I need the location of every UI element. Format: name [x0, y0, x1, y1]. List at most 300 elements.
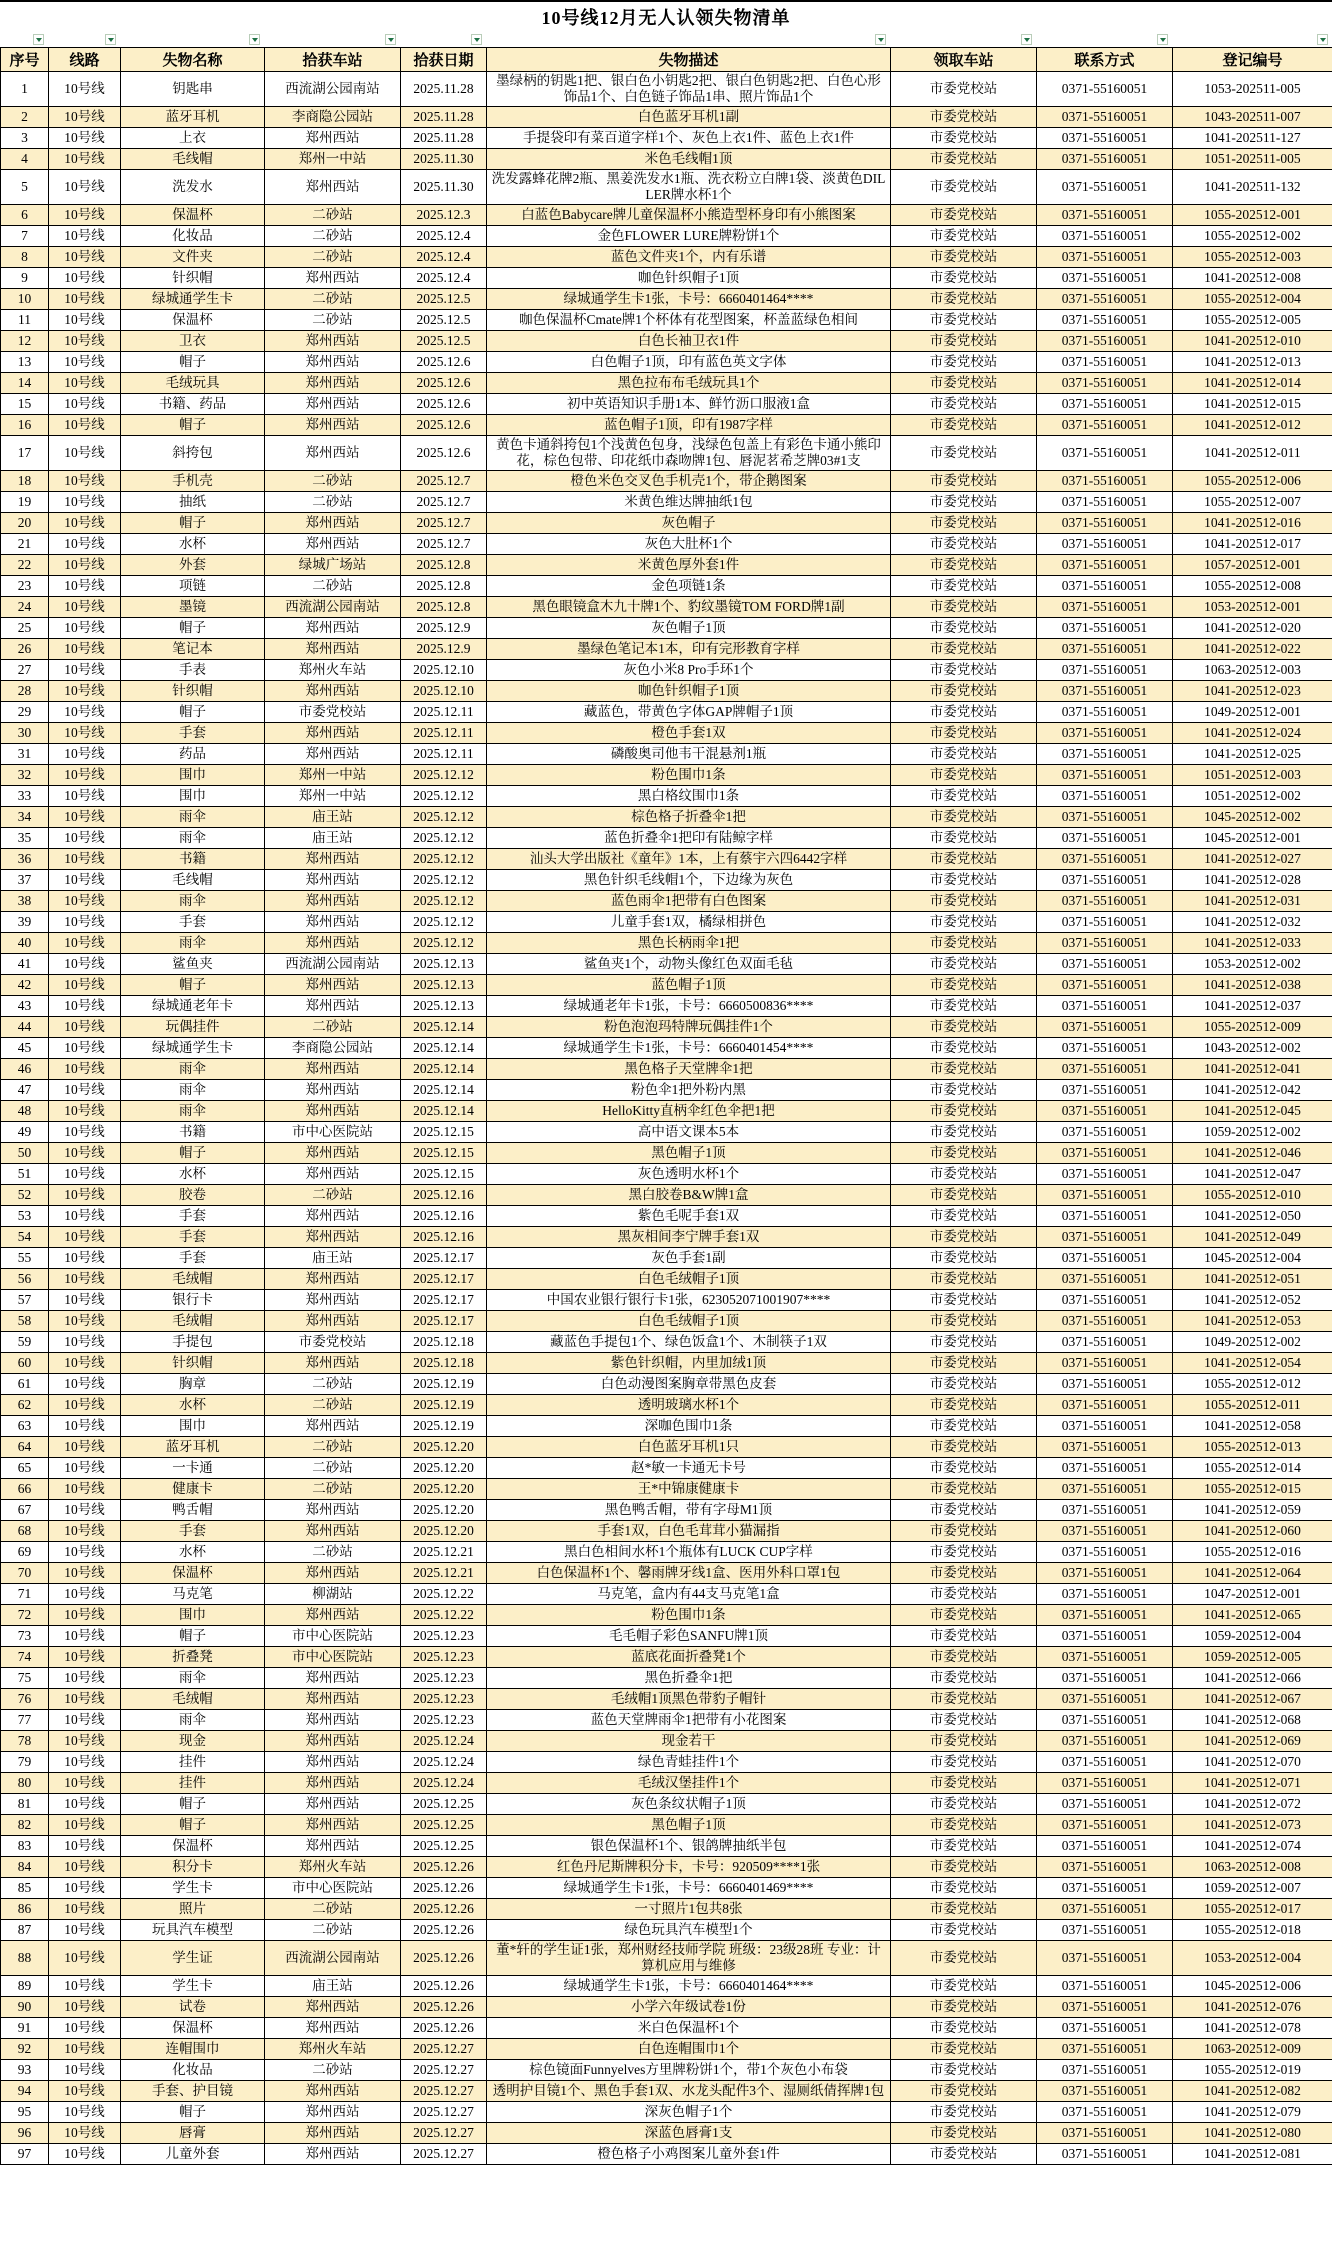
- cell-contact: 0371-55160051: [1037, 2060, 1173, 2081]
- cell-found-date: 2025.12.14: [401, 1038, 487, 1059]
- cell-found-station: 郑州西站: [265, 975, 401, 996]
- cell-no: 33: [1, 786, 49, 807]
- table-row: [1, 1899, 1332, 1920]
- cell-no: 64: [1, 1437, 49, 1458]
- cell-contact: 0371-55160051: [1037, 765, 1173, 786]
- cell-item-name: 蓝牙耳机: [121, 1437, 265, 1458]
- cell-reg-no: 1045-202512-002: [1173, 807, 1332, 828]
- col-header-pickup-station: 领取车站: [891, 48, 1037, 72]
- cell-line: 10号线: [49, 128, 121, 149]
- cell-line: 10号线: [49, 394, 121, 415]
- cell-found-station: 郑州西站: [265, 1668, 401, 1689]
- cell-description: 粉色泡泡玛特牌玩偶挂件1个: [487, 1017, 891, 1038]
- cell-found-date: 2025.12.12: [401, 933, 487, 954]
- cell-found-date: 2025.12.11: [401, 723, 487, 744]
- cell-found-station: 郑州西站: [265, 331, 401, 352]
- cell-reg-no: 1041-202512-025: [1173, 744, 1332, 765]
- cell-description: 灰色条纹状帽子1顶: [487, 1794, 891, 1815]
- cell-no: 85: [1, 1878, 49, 1899]
- cell-line: 10号线: [49, 2123, 121, 2144]
- cell-found-date: 2025.12.24: [401, 1752, 487, 1773]
- cell-found-station: 郑州西站: [265, 618, 401, 639]
- cell-no: 62: [1, 1395, 49, 1416]
- cell-description: 米黄色厚外套1件: [487, 555, 891, 576]
- cell-no: 91: [1, 2018, 49, 2039]
- filter-dropdown-description[interactable]: [875, 34, 886, 45]
- filter-cell-contact: [1036, 32, 1172, 47]
- table-row: [1, 1290, 1332, 1311]
- cell-no: 73: [1, 1626, 49, 1647]
- cell-no: 17: [1, 436, 49, 471]
- cell-reg-no: 1041-202512-024: [1173, 723, 1332, 744]
- cell-item-name: 化妆品: [121, 2060, 265, 2081]
- cell-pickup-station: 市委党校站: [891, 1206, 1037, 1227]
- cell-found-date: 2025.12.20: [401, 1500, 487, 1521]
- table-row: [1, 1458, 1332, 1479]
- cell-reg-no: 1041-202512-020: [1173, 618, 1332, 639]
- cell-found-date: 2025.12.20: [401, 1458, 487, 1479]
- cell-no: 44: [1, 1017, 49, 1038]
- table-row: [1, 1269, 1332, 1290]
- cell-line: 10号线: [49, 1773, 121, 1794]
- cell-item-name: 玩偶挂件: [121, 1017, 265, 1038]
- cell-line: 10号线: [49, 912, 121, 933]
- table-row: [1, 1941, 1332, 1976]
- cell-description: 粉色围巾1条: [487, 765, 891, 786]
- filter-dropdown-reg-no[interactable]: [1317, 34, 1328, 45]
- cell-found-station: 郑州西站: [265, 1416, 401, 1437]
- cell-pickup-station: 市委党校站: [891, 226, 1037, 247]
- filter-dropdown-contact[interactable]: [1157, 34, 1168, 45]
- cell-contact: 0371-55160051: [1037, 1437, 1173, 1458]
- cell-contact: 0371-55160051: [1037, 1794, 1173, 1815]
- cell-found-station: 二砂站: [265, 2060, 401, 2081]
- table-row: [1, 1794, 1332, 1815]
- dropdown-arrow-icon: [1024, 38, 1030, 42]
- cell-contact: 0371-55160051: [1037, 1521, 1173, 1542]
- cell-item-name: 帽子: [121, 352, 265, 373]
- cell-found-station: 郑州西站: [265, 681, 401, 702]
- cell-line: 10号线: [49, 618, 121, 639]
- cell-no: 61: [1, 1374, 49, 1395]
- cell-item-name: 笔记本: [121, 639, 265, 660]
- table-row: [1, 1227, 1332, 1248]
- cell-found-date: 2025.12.11: [401, 702, 487, 723]
- cell-contact: 0371-55160051: [1037, 1689, 1173, 1710]
- cell-line: 10号线: [49, 1206, 121, 1227]
- cell-pickup-station: 市委党校站: [891, 1227, 1037, 1248]
- cell-description: 手提袋印有菜百道字样1个、灰色上衣1件、蓝色上衣1件: [487, 128, 891, 149]
- cell-item-name: 帽子: [121, 702, 265, 723]
- cell-contact: 0371-55160051: [1037, 2144, 1173, 2165]
- filter-cell-no: [0, 32, 48, 47]
- filter-dropdown-pickup-station[interactable]: [1021, 34, 1032, 45]
- cell-description: 现金若干: [487, 1731, 891, 1752]
- cell-no: 37: [1, 870, 49, 891]
- cell-description: 墨绿柄的钥匙1把、银白色小钥匙2把、银白色钥匙2把、白色心形饰品1个、白色链子饰品1串、照片饰品1个: [487, 72, 891, 107]
- cell-found-station: 郑州西站: [265, 268, 401, 289]
- cell-line: 10号线: [49, 1479, 121, 1500]
- cell-found-station: 二砂站: [265, 492, 401, 513]
- cell-description: 粉色伞1把外粉内黑: [487, 1080, 891, 1101]
- cell-found-station: 郑州西站: [265, 373, 401, 394]
- cell-found-station: 二砂站: [265, 1437, 401, 1458]
- cell-found-station: 二砂站: [265, 471, 401, 492]
- cell-reg-no: 1055-202512-013: [1173, 1437, 1332, 1458]
- cell-reg-no: 1053-202512-001: [1173, 597, 1332, 618]
- cell-no: 28: [1, 681, 49, 702]
- cell-found-station: 二砂站: [265, 1899, 401, 1920]
- cell-item-name: 保温杯: [121, 205, 265, 226]
- cell-item-name: 挂件: [121, 1752, 265, 1773]
- cell-line: 10号线: [49, 205, 121, 226]
- table-row: [1, 373, 1332, 394]
- cell-found-date: 2025.12.5: [401, 310, 487, 331]
- cell-item-name: 学生证: [121, 1941, 265, 1976]
- table-row: [1, 1437, 1332, 1458]
- cell-pickup-station: 市委党校站: [891, 1878, 1037, 1899]
- cell-contact: 0371-55160051: [1037, 1143, 1173, 1164]
- cell-found-date: 2025.12.26: [401, 1976, 487, 1997]
- cell-reg-no: 1041-202512-023: [1173, 681, 1332, 702]
- cell-pickup-station: 市委党校站: [891, 471, 1037, 492]
- cell-line: 10号线: [49, 1353, 121, 1374]
- cell-contact: 0371-55160051: [1037, 310, 1173, 331]
- cell-line: 10号线: [49, 1899, 121, 1920]
- cell-found-date: 2025.12.11: [401, 744, 487, 765]
- cell-reg-no: 1055-202512-014: [1173, 1458, 1332, 1479]
- cell-description: 黑灰相间李宁牌手套1双: [487, 1227, 891, 1248]
- cell-pickup-station: 市委党校站: [891, 1101, 1037, 1122]
- table-row: [1, 828, 1332, 849]
- cell-found-date: 2025.11.28: [401, 107, 487, 128]
- cell-line: 10号线: [49, 1836, 121, 1857]
- cell-no: 52: [1, 1185, 49, 1206]
- cell-contact: 0371-55160051: [1037, 1185, 1173, 1206]
- cell-description: 墨绿色笔记本1本，印有完形教育字样: [487, 639, 891, 660]
- table-row: [1, 1731, 1332, 1752]
- cell-found-date: 2025.12.23: [401, 1668, 487, 1689]
- cell-line: 10号线: [49, 597, 121, 618]
- cell-description: 洗发露蜂花牌2瓶、黑姜洗发水1瓶、洗衣粉立白牌1袋、淡黄色DILLER牌水杯1个: [487, 170, 891, 205]
- cell-reg-no: 1059-202512-004: [1173, 1626, 1332, 1647]
- cell-reg-no: 1041-202512-049: [1173, 1227, 1332, 1248]
- cell-line: 10号线: [49, 1976, 121, 1997]
- cell-pickup-station: 市委党校站: [891, 807, 1037, 828]
- cell-reg-no: 1041-202512-022: [1173, 639, 1332, 660]
- table-row: [1, 975, 1332, 996]
- cell-no: 74: [1, 1647, 49, 1668]
- cell-description: 灰色小米8 Pro手环1个: [487, 660, 891, 681]
- cell-item-name: 雨伞: [121, 807, 265, 828]
- cell-item-name: 银行卡: [121, 1290, 265, 1311]
- cell-line: 10号线: [49, 1941, 121, 1976]
- cell-found-station: 二砂站: [265, 1185, 401, 1206]
- cell-pickup-station: 市委党校站: [891, 1794, 1037, 1815]
- cell-line: 10号线: [49, 576, 121, 597]
- cell-no: 60: [1, 1353, 49, 1374]
- table-row: [1, 1710, 1332, 1731]
- table-row: [1, 1689, 1332, 1710]
- cell-reg-no: 1041-202512-013: [1173, 352, 1332, 373]
- cell-item-name: 项链: [121, 576, 265, 597]
- table-row: [1, 1080, 1332, 1101]
- cell-item-name: 手套: [121, 912, 265, 933]
- cell-item-name: 绿城通学生卡: [121, 289, 265, 310]
- table-row: [1, 1976, 1332, 1997]
- cell-reg-no: 1041-202512-068: [1173, 1710, 1332, 1731]
- cell-item-name: 绿城通老年卡: [121, 996, 265, 1017]
- cell-no: 4: [1, 149, 49, 170]
- cell-item-name: 书籍、药品: [121, 394, 265, 415]
- cell-found-station: 郑州西站: [265, 1563, 401, 1584]
- cell-no: 13: [1, 352, 49, 373]
- cell-found-station: 绿城广场站: [265, 555, 401, 576]
- table-row: [1, 1395, 1332, 1416]
- cell-contact: 0371-55160051: [1037, 1668, 1173, 1689]
- cell-found-date: 2025.12.24: [401, 1773, 487, 1794]
- cell-found-station: 庙王站: [265, 1976, 401, 1997]
- cell-contact: 0371-55160051: [1037, 576, 1173, 597]
- cell-found-station: 郑州西站: [265, 352, 401, 373]
- cell-line: 10号线: [49, 1647, 121, 1668]
- cell-reg-no: 1055-202512-016: [1173, 1542, 1332, 1563]
- cell-item-name: 帽子: [121, 975, 265, 996]
- filter-dropdown-line[interactable]: [105, 34, 116, 45]
- cell-line: 10号线: [49, 1458, 121, 1479]
- cell-found-date: 2025.12.7: [401, 534, 487, 555]
- cell-no: 6: [1, 205, 49, 226]
- cell-no: 46: [1, 1059, 49, 1080]
- cell-found-date: 2025.12.3: [401, 205, 487, 226]
- cell-reg-no: 1063-202512-008: [1173, 1857, 1332, 1878]
- cell-line: 10号线: [49, 870, 121, 891]
- cell-contact: 0371-55160051: [1037, 1206, 1173, 1227]
- cell-reg-no: 1041-202512-010: [1173, 331, 1332, 352]
- cell-line: 10号线: [49, 2144, 121, 2165]
- cell-reg-no: 1041-202512-032: [1173, 912, 1332, 933]
- table-row: [1, 1122, 1332, 1143]
- cell-description: 黑色拉布布毛绒玩具1个: [487, 373, 891, 394]
- cell-found-date: 2025.12.26: [401, 1878, 487, 1899]
- cell-description: 绿城通学生卡1张，卡号：6660401464****: [487, 289, 891, 310]
- cell-found-station: 市中心医院站: [265, 1626, 401, 1647]
- table-row: [1, 597, 1332, 618]
- autofilter-row: [0, 32, 1332, 47]
- cell-contact: 0371-55160051: [1037, 1731, 1173, 1752]
- cell-item-name: 保温杯: [121, 310, 265, 331]
- cell-description: 灰色大肚杯1个: [487, 534, 891, 555]
- cell-no: 3: [1, 128, 49, 149]
- cell-found-station: 郑州西站: [265, 1773, 401, 1794]
- cell-line: 10号线: [49, 1017, 121, 1038]
- cell-no: 14: [1, 373, 49, 394]
- col-header-description: 失物描述: [487, 48, 891, 72]
- cell-found-date: 2025.12.14: [401, 1080, 487, 1101]
- cell-no: 31: [1, 744, 49, 765]
- cell-found-date: 2025.12.26: [401, 1997, 487, 2018]
- cell-contact: 0371-55160051: [1037, 1101, 1173, 1122]
- cell-description: 马克笔，盒内有44支马克笔1盒: [487, 1584, 891, 1605]
- cell-found-date: 2025.12.4: [401, 226, 487, 247]
- cell-no: 5: [1, 170, 49, 205]
- cell-reg-no: 1051-202512-003: [1173, 765, 1332, 786]
- cell-reg-no: 1053-202512-002: [1173, 954, 1332, 975]
- cell-reg-no: 1041-202512-064: [1173, 1563, 1332, 1584]
- cell-contact: 0371-55160051: [1037, 1374, 1173, 1395]
- cell-reg-no: 1041-202512-051: [1173, 1269, 1332, 1290]
- cell-found-station: 郑州西站: [265, 1836, 401, 1857]
- cell-description: 黑色格子天堂牌伞1把: [487, 1059, 891, 1080]
- cell-found-date: 2025.12.16: [401, 1227, 487, 1248]
- cell-line: 10号线: [49, 744, 121, 765]
- cell-pickup-station: 市委党校站: [891, 513, 1037, 534]
- cell-item-name: 健康卡: [121, 1479, 265, 1500]
- cell-description: 白色长袖卫衣1件: [487, 331, 891, 352]
- cell-reg-no: 1041-202512-015: [1173, 394, 1332, 415]
- cell-reg-no: 1041-202512-052: [1173, 1290, 1332, 1311]
- cell-line: 10号线: [49, 954, 121, 975]
- lost-items-table: [0, 47, 1332, 2165]
- table-row: [1, 1017, 1332, 1038]
- cell-line: 10号线: [49, 1290, 121, 1311]
- filter-dropdown-found-date[interactable]: [471, 34, 482, 45]
- cell-line: 10号线: [49, 415, 121, 436]
- cell-contact: 0371-55160051: [1037, 170, 1173, 205]
- cell-no: 20: [1, 513, 49, 534]
- cell-no: 42: [1, 975, 49, 996]
- cell-no: 21: [1, 534, 49, 555]
- cell-no: 40: [1, 933, 49, 954]
- cell-description: 白色毛绒帽子1顶: [487, 1311, 891, 1332]
- cell-item-name: 手套、护目镜: [121, 2081, 265, 2102]
- cell-contact: 0371-55160051: [1037, 1479, 1173, 1500]
- cell-no: 95: [1, 2102, 49, 2123]
- dropdown-arrow-icon: [36, 38, 42, 42]
- cell-contact: 0371-55160051: [1037, 1899, 1173, 1920]
- cell-pickup-station: 市委党校站: [891, 891, 1037, 912]
- cell-found-date: 2025.12.26: [401, 2018, 487, 2039]
- cell-item-name: 折叠凳: [121, 1647, 265, 1668]
- cell-description: 蓝色文件夹1个，内有乐谱: [487, 247, 891, 268]
- cell-reg-no: 1041-202512-050: [1173, 1206, 1332, 1227]
- cell-reg-no: 1045-202512-006: [1173, 1976, 1332, 1997]
- cell-contact: 0371-55160051: [1037, 954, 1173, 975]
- filter-dropdown-item-name[interactable]: [249, 34, 260, 45]
- cell-item-name: 帽子: [121, 618, 265, 639]
- cell-found-station: 郑州西站: [265, 1353, 401, 1374]
- cell-found-date: 2025.12.22: [401, 1605, 487, 1626]
- cell-found-date: 2025.12.12: [401, 786, 487, 807]
- cell-contact: 0371-55160051: [1037, 1395, 1173, 1416]
- cell-contact: 0371-55160051: [1037, 639, 1173, 660]
- table-row: [1, 1626, 1332, 1647]
- cell-pickup-station: 市委党校站: [891, 2018, 1037, 2039]
- cell-no: 29: [1, 702, 49, 723]
- cell-found-date: 2025.12.20: [401, 1437, 487, 1458]
- cell-no: 50: [1, 1143, 49, 1164]
- cell-found-station: 二砂站: [265, 1395, 401, 1416]
- cell-item-name: 针织帽: [121, 681, 265, 702]
- cell-pickup-station: 市委党校站: [891, 373, 1037, 394]
- cell-item-name: 现金: [121, 1731, 265, 1752]
- cell-reg-no: 1055-202512-015: [1173, 1479, 1332, 1500]
- cell-contact: 0371-55160051: [1037, 597, 1173, 618]
- col-header-contact: 联系方式: [1037, 48, 1173, 72]
- cell-no: 57: [1, 1290, 49, 1311]
- cell-pickup-station: 市委党校站: [891, 2039, 1037, 2060]
- cell-no: 84: [1, 1857, 49, 1878]
- cell-found-station: 二砂站: [265, 247, 401, 268]
- cell-description: 绿城通学生卡1张，卡号：6660401454****: [487, 1038, 891, 1059]
- cell-found-station: 西流湖公园南站: [265, 1941, 401, 1976]
- cell-item-name: 水杯: [121, 1542, 265, 1563]
- cell-contact: 0371-55160051: [1037, 268, 1173, 289]
- cell-description: 黑白色相间水杯1个瓶体有LUCK CUP字样: [487, 1542, 891, 1563]
- cell-contact: 0371-55160051: [1037, 933, 1173, 954]
- cell-line: 10号线: [49, 1542, 121, 1563]
- cell-item-name: 手套: [121, 1206, 265, 1227]
- cell-pickup-station: 市委党校站: [891, 1416, 1037, 1437]
- cell-description: 白色动漫图案胸章带黑色皮套: [487, 1374, 891, 1395]
- cell-contact: 0371-55160051: [1037, 226, 1173, 247]
- cell-reg-no: 1055-202512-003: [1173, 247, 1332, 268]
- cell-description: 一寸照片1包共8张: [487, 1899, 891, 1920]
- cell-item-name: 蓝牙耳机: [121, 107, 265, 128]
- cell-description: 毛毛帽子彩色SANFU牌1顶: [487, 1626, 891, 1647]
- cell-line: 10号线: [49, 268, 121, 289]
- table-row: [1, 1773, 1332, 1794]
- cell-contact: 0371-55160051: [1037, 1563, 1173, 1584]
- cell-description: 蓝色雨伞1把带有白色图案: [487, 891, 891, 912]
- table-row: [1, 352, 1332, 373]
- cell-found-station: 二砂站: [265, 1017, 401, 1038]
- cell-found-station: 郑州西站: [265, 996, 401, 1017]
- cell-no: 49: [1, 1122, 49, 1143]
- cell-pickup-station: 市委党校站: [891, 1857, 1037, 1878]
- cell-item-name: 手套: [121, 723, 265, 744]
- cell-line: 10号线: [49, 1311, 121, 1332]
- cell-found-date: 2025.12.26: [401, 1941, 487, 1976]
- cell-pickup-station: 市委党校站: [891, 1143, 1037, 1164]
- cell-contact: 0371-55160051: [1037, 1752, 1173, 1773]
- cell-pickup-station: 市委党校站: [891, 534, 1037, 555]
- cell-pickup-station: 市委党校站: [891, 1017, 1037, 1038]
- dropdown-arrow-icon: [388, 38, 394, 42]
- table-row: [1, 331, 1332, 352]
- dropdown-arrow-icon: [1160, 38, 1166, 42]
- cell-description: 米黄色维达牌抽纸1包: [487, 492, 891, 513]
- cell-no: 87: [1, 1920, 49, 1941]
- filter-dropdown-found-station[interactable]: [385, 34, 396, 45]
- filter-dropdown-no[interactable]: [33, 34, 44, 45]
- cell-no: 8: [1, 247, 49, 268]
- cell-no: 9: [1, 268, 49, 289]
- cell-description: 绿城通学生卡1张，卡号：6660401469****: [487, 1878, 891, 1899]
- cell-line: 10号线: [49, 1584, 121, 1605]
- cell-no: 90: [1, 1997, 49, 2018]
- table-row: [1, 1479, 1332, 1500]
- cell-item-name: 书籍: [121, 1122, 265, 1143]
- cell-line: 10号线: [49, 170, 121, 205]
- cell-description: 深蓝色唇膏1支: [487, 2123, 891, 2144]
- cell-pickup-station: 市委党校站: [891, 933, 1037, 954]
- cell-contact: 0371-55160051: [1037, 807, 1173, 828]
- cell-no: 54: [1, 1227, 49, 1248]
- cell-contact: 0371-55160051: [1037, 744, 1173, 765]
- cell-no: 26: [1, 639, 49, 660]
- cell-found-date: 2025.12.26: [401, 1899, 487, 1920]
